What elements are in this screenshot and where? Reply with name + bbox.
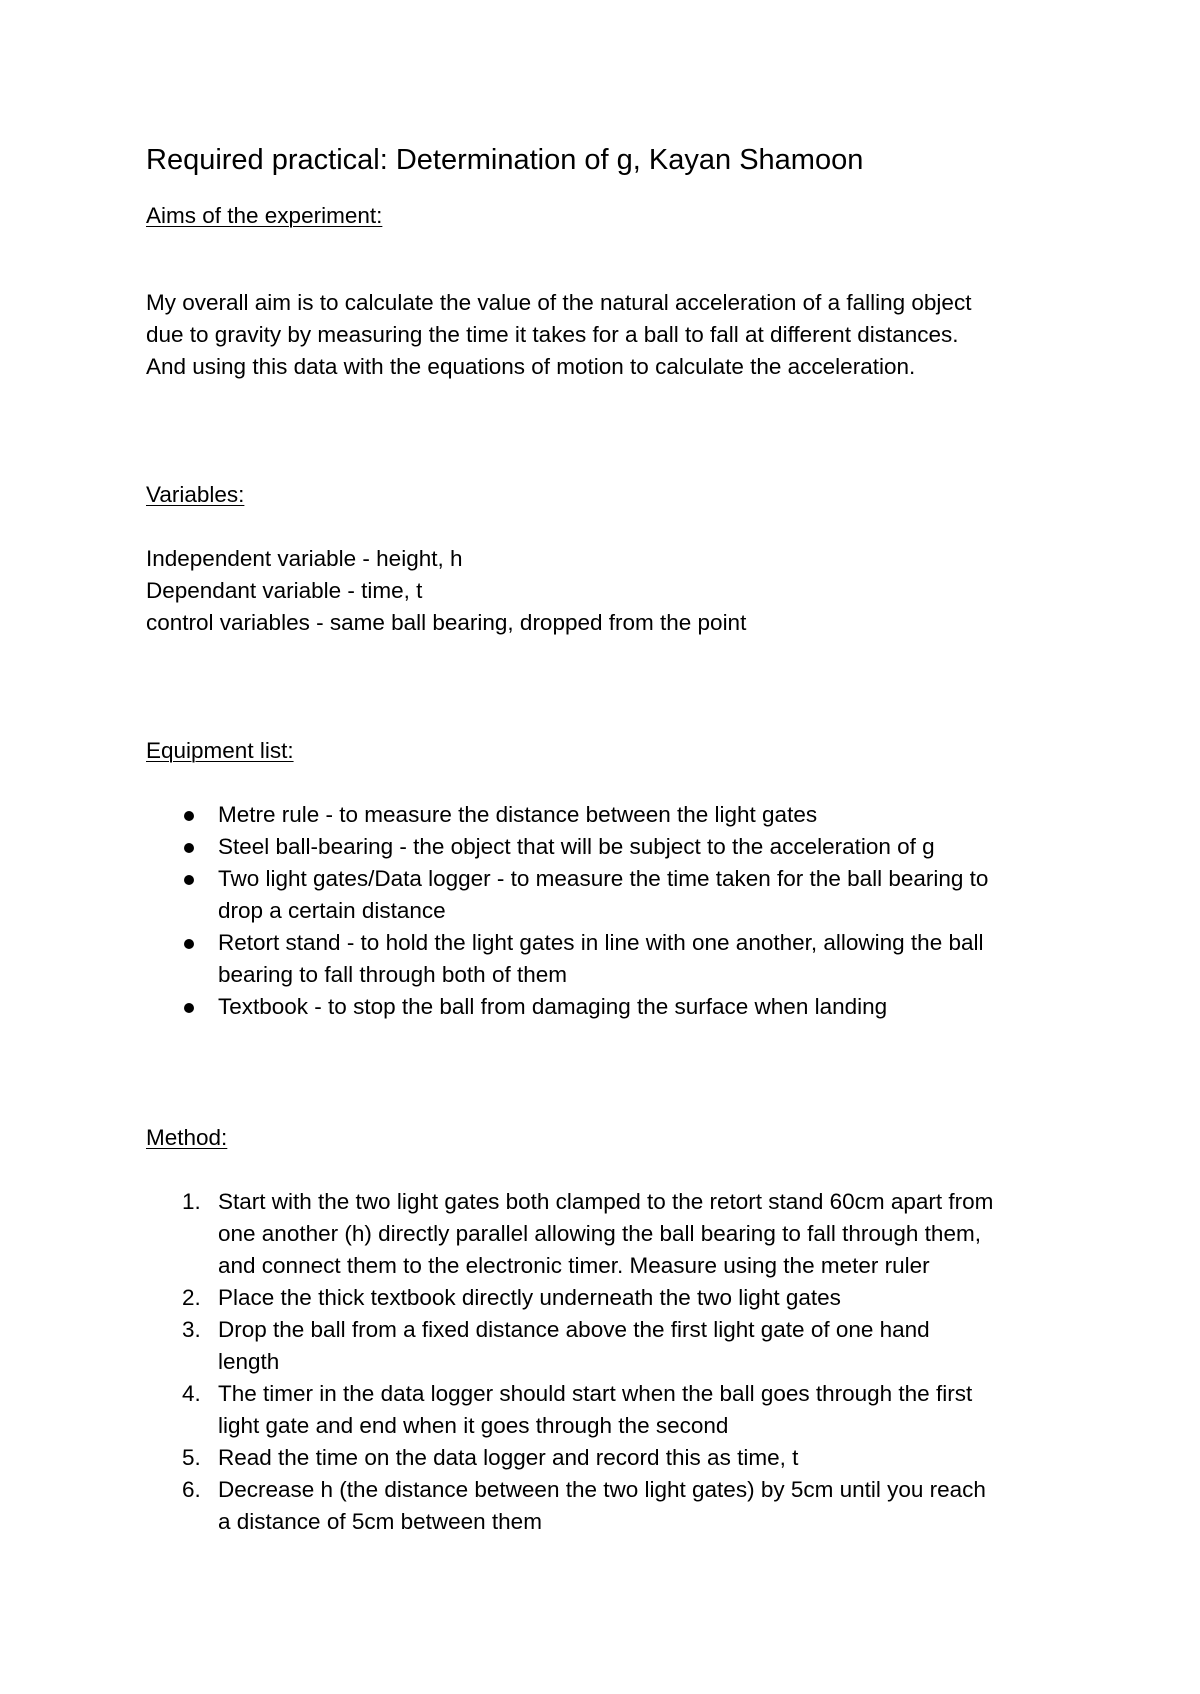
equipment-heading: Equipment list: — [146, 738, 294, 763]
variable-line: control variables - same ball bearing, dropped from the point — [146, 610, 747, 635]
method-steps — [146, 1186, 1066, 1538]
bullet-icon — [184, 811, 194, 821]
equipment-list — [146, 799, 1066, 1023]
aims-line: due to gravity by measuring the time it takes for a ball to fall at different distances. — [146, 322, 959, 347]
variables-heading: Variables: — [146, 482, 245, 507]
aims-paragraph — [146, 287, 971, 383]
bullet-icon — [184, 875, 194, 885]
step-number: 1. — [182, 1189, 201, 1214]
method-step: 2. Place the thick textbook directly underneath the two light gates — [146, 1282, 1066, 1314]
equipment-item: Steel ball-bearing - the object that will be subject to the acceleration of g — [146, 831, 1066, 863]
bullet-icon — [184, 939, 194, 949]
equipment-item: Retort stand - to hold the light gates in line with one another, allowing the ball bearing to fall through both of them — [146, 927, 1066, 991]
variables-list — [146, 543, 746, 639]
bullet-icon — [184, 843, 194, 853]
method-step: 5. Read the time on the data logger and record this as time, t — [146, 1442, 1066, 1474]
method-step: 1. Start with the two light gates both clamped to the retort stand 60cm apart from one another (h) directly parallel allowing the ball bearing to fall through them, and connect them to the electronic timer. Measure using the meter ruler — [146, 1186, 1066, 1282]
equipment-item: Two light gates/Data logger - to measure the time taken for the ball bearing to drop a certain distance — [146, 863, 1066, 927]
equipment-item: Metre rule - to measure the distance between the light gates — [146, 799, 1066, 831]
aims-heading: Aims of the experiment: — [146, 203, 383, 228]
method-heading: Method: — [146, 1125, 228, 1150]
equipment-item: Textbook - to stop the ball from damaging the surface when landing — [146, 991, 1066, 1023]
method-step: 3. Drop the ball from a fixed distance above the first light gate of one hand length — [146, 1314, 1066, 1378]
aims-line: My overall aim is to calculate the value of the natural acceleration of a falling object — [146, 290, 972, 315]
variable-line: Independent variable - height, h — [146, 546, 463, 571]
step-number: 2. — [182, 1285, 201, 1310]
document-title: Required practical: Determination of g, Kayan Shamoon — [146, 144, 864, 176]
aims-line: And using this data with the equations of motion to calculate the acceleration. — [146, 354, 916, 379]
method-step: 4. The timer in the data logger should start when the ball goes through the first light gate and end when it goes through the second — [146, 1378, 1066, 1442]
bullet-icon — [184, 1003, 194, 1013]
variable-line: Dependant variable - time, t — [146, 578, 423, 603]
step-number: 6. — [182, 1477, 201, 1502]
step-number: 5. — [182, 1445, 201, 1470]
method-step: 6. Decrease h (the distance between the two light gates) by 5cm until you reach a distance of 5cm between them — [146, 1474, 1066, 1538]
step-number: 4. — [182, 1381, 201, 1406]
step-number: 3. — [182, 1317, 201, 1342]
